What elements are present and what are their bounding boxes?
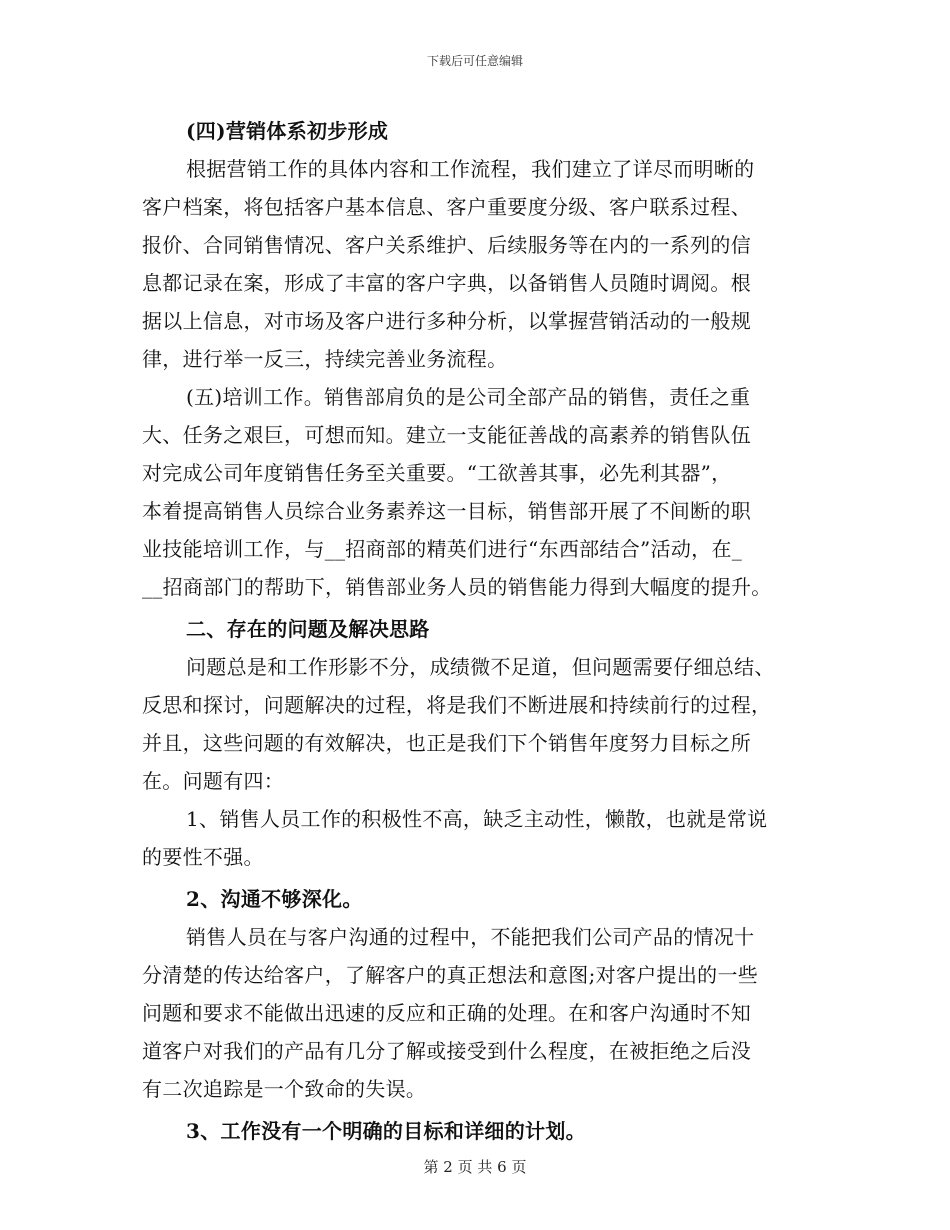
paragraph-line: 并且，这些问题的有效解决，也正是我们下个销售年度努力目标之所 [142, 731, 751, 755]
paragraph-line: 本着提高销售人员综合业务素养这一目标，销售部开展了不间断的职 [142, 499, 751, 523]
page-header: 下载后可任意编辑 [426, 54, 523, 68]
paragraph-line: 的要性不强。 [142, 845, 264, 869]
paragraph-line: 道客户对我们的产品有几分了解或接受到什么程度，在被拒绝之后没 [142, 1039, 751, 1063]
paragraph-line: 律，进行举一反三，持续完善业务流程。 [142, 347, 508, 371]
paragraph-line: 大、任务之艰巨，可想而知。建立一支能征善战的高素养的销售队伍 [142, 423, 751, 447]
document-body [142, 112, 810, 1150]
paragraph-line: 1、销售人员工作的积极性不高，缺乏主动性，懒散，也就是常说 [186, 807, 768, 831]
paragraph-line: 对完成公司年度销售任务至关重要。“工欲善其事，必先利其器”， [142, 461, 732, 485]
paragraph-line: 报价、合同销售情况、客户关系维护、后续服务等在内的一系列的信 [142, 233, 751, 257]
paragraph-line: 有二次追踪是一个致命的失误。 [142, 1077, 427, 1101]
paragraph-line: (五)培训工作。销售部肩负的是公司全部产品的销售，责任之重 [186, 385, 751, 409]
paragraph-line: 客户档案，将包括客户基本信息、客户重要度分级、客户联系过程、 [142, 195, 751, 219]
paragraph-line: __招商部门的帮助下，销售部业务人员的销售能力得到大幅度的提升。 [142, 575, 772, 599]
section-heading: 二、存在的问题及解决思路 [186, 617, 430, 641]
section-heading: (四)营销体系初步形成 [186, 119, 389, 143]
paragraph-line: 据以上信息，对市场及客户进行多种分析，以掌握营销活动的一般规 [142, 309, 751, 333]
paragraph-line: 反思和探讨，问题解决的过程，将是我们不断进展和持续前行的过程， [142, 693, 772, 717]
paragraph-line: 分清楚的传达给客户，了解客户的真正想法和意图;对客户提出的一些 [142, 963, 759, 987]
paragraph-line: 销售人员在与客户沟通的过程中，不能把我们公司产品的情况十 [186, 925, 755, 949]
paragraph-line: 业技能培训工作，与__招商部的精英们进行“东西部结合”活动，在_ [142, 537, 743, 561]
paragraph-line: 问题和要求不能做出迅速的反应和正确的处理。在和客户沟通时不知 [142, 1001, 751, 1025]
paragraph-line: 息都记录在案，形成了丰富的客户字典，以备销售人员随时调阅。根 [142, 271, 751, 295]
paragraph-line: 问题总是和工作形影不分，成绩微不足道，但问题需要仔细总结、 [186, 655, 775, 679]
page-footer: 第 2 页 共 6 页 [423, 1158, 527, 1176]
paragraph-line: 在。问题有四： [142, 769, 285, 793]
paragraph-line: 根据营销工作的具体内容和工作流程，我们建立了详尽而明晰的 [186, 157, 755, 181]
section-heading: 3、工作没有一个明确的目标和详细的计划。 [186, 1119, 586, 1143]
section-heading: 2、沟通不够深化。 [186, 887, 363, 911]
